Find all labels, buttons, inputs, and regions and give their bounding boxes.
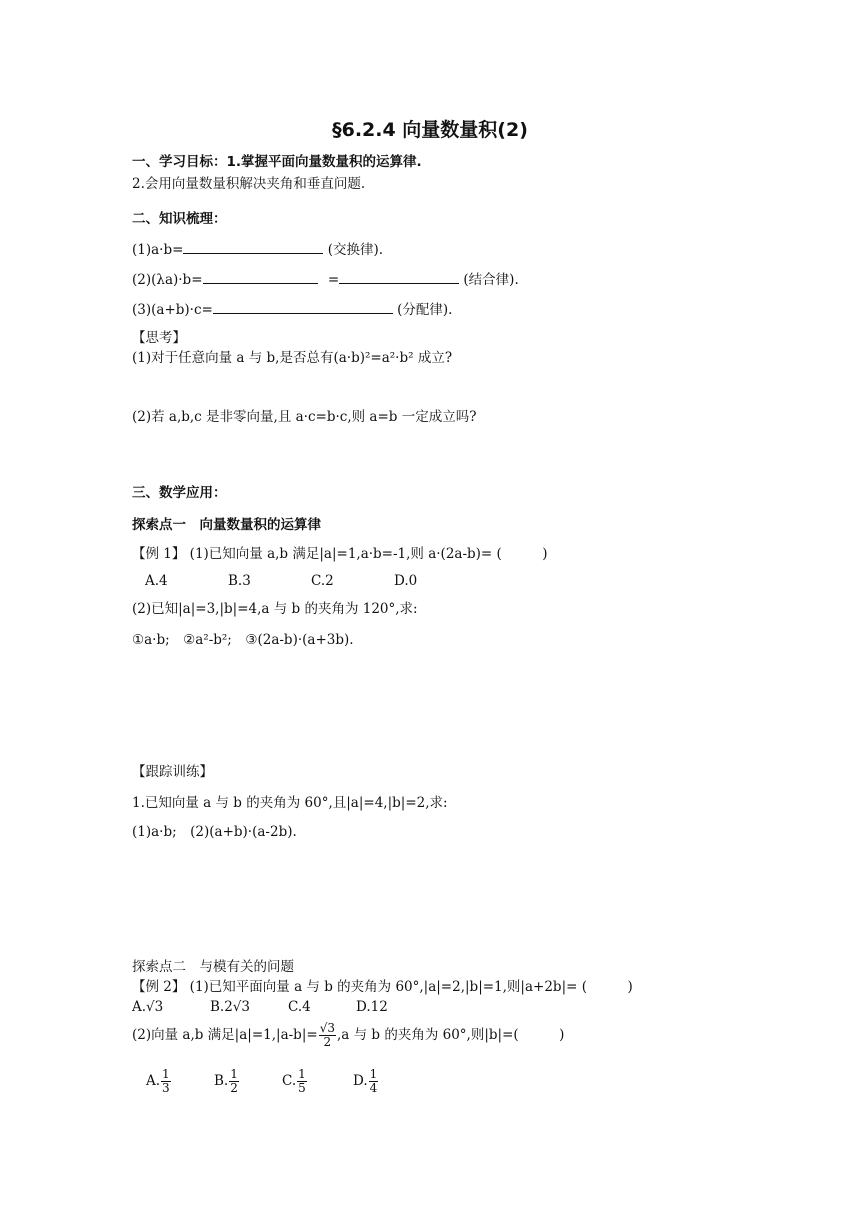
option-a[interactable]: A.4 xyxy=(145,573,168,589)
learning-objectives-2: 2.会用向量数量积解决夹角和垂直问题. xyxy=(132,176,366,192)
frac-option-a[interactable] xyxy=(146,1068,214,1095)
law2-mid: = xyxy=(327,272,340,288)
fraction-denominator: 2 xyxy=(323,1035,332,1049)
section-application: 三、数学应用： xyxy=(132,485,227,501)
example-1-options xyxy=(145,572,417,590)
example-1-question: 【例 1】 (1)已知向量 a,b 满足|a|=1,a·b=-1,则 a·(2a-b)= ( ) xyxy=(132,546,548,562)
blank-3[interactable] xyxy=(339,271,459,284)
tracking-subparts: (1)a·b; (2)(a+b)·(a-2b). xyxy=(132,824,297,840)
frac-option-b[interactable] xyxy=(214,1068,282,1095)
example-2-options xyxy=(132,998,388,1016)
explore-point-1: 探索点一 向量数量积的运算律 xyxy=(132,517,321,533)
law1-suffix: (交换律). xyxy=(323,242,384,258)
law-commutative xyxy=(132,241,383,259)
frac-option-d[interactable] xyxy=(353,1067,379,1095)
law-associative xyxy=(132,271,519,289)
blank-1[interactable] xyxy=(183,241,323,254)
tracking-label: 【跟踪训练】 xyxy=(132,764,213,780)
law1-prefix: (1)a·b= xyxy=(132,242,184,258)
example-2-question: 【例 2】 (1)已知平面向量 a 与 b 的夹角为 60°,|a|=2,|b|=1,则|a+2b|= ( ) xyxy=(132,979,633,995)
fraction-denominator: 3 xyxy=(162,1081,170,1095)
option-d[interactable]: D.12 xyxy=(356,999,388,1015)
blank-4[interactable] xyxy=(213,301,393,314)
fraction-denominator: 2 xyxy=(230,1081,238,1095)
option-letter: B. xyxy=(214,1073,229,1089)
fraction-denominator: 5 xyxy=(298,1081,306,1095)
fraction-numerator: 1 xyxy=(369,1067,378,1081)
law2-suffix: (结合律). xyxy=(459,272,519,288)
ex2-q2-pre: (2)向量 a,b 满足|a|=1,|a-b|= xyxy=(132,1027,318,1043)
example-2-part2 xyxy=(132,1022,564,1049)
tracking-question: 1.已知向量 a 与 b 的夹角为 60°,且|a|=4,|b|=2,求: xyxy=(132,795,448,811)
think-label: 【思考】 xyxy=(132,330,186,346)
option-b[interactable]: B.2√3 xyxy=(210,999,250,1015)
fraction-numerator: 1 xyxy=(298,1067,306,1081)
option-letter: D. xyxy=(353,1073,368,1089)
page-title: §6.2.4 向量数量积(2) xyxy=(332,119,528,141)
example-1-part2: (2)已知|a|=3,|b|=4,a 与 b 的夹角为 120°,求: xyxy=(132,601,418,617)
example-2-fraction-options xyxy=(146,1068,379,1095)
law2-prefix: (2)(λa)·b= xyxy=(132,272,203,288)
option-a[interactable]: A.√3 xyxy=(132,999,164,1015)
section-knowledge: 二、知识梳理： xyxy=(132,211,227,227)
think-question-2: (2)若 a,b,c 是非零向量,且 a·c=b·c,则 a=b 一定成立吗? xyxy=(132,409,477,425)
blank-2[interactable] xyxy=(203,271,318,284)
fraction-numerator: √3 xyxy=(319,1021,335,1035)
fraction-numerator: 1 xyxy=(162,1067,170,1081)
fraction-numerator: 1 xyxy=(230,1067,238,1081)
option-b[interactable]: B.3 xyxy=(228,573,251,589)
law3-suffix: (分配律). xyxy=(392,302,453,318)
explore-point-2: 探索点二 与模有关的问题 xyxy=(132,959,294,975)
fraction-sqrt3-over-2 xyxy=(319,1022,336,1049)
option-letter: C. xyxy=(282,1073,297,1089)
fraction-denominator: 4 xyxy=(369,1081,378,1095)
option-c[interactable]: C.4 xyxy=(288,999,311,1015)
ex2-q2-post: ,a 与 b 的夹角为 60°,则|b|=( ) xyxy=(336,1027,565,1043)
law-distributive xyxy=(132,301,452,319)
option-d[interactable]: D.0 xyxy=(394,573,418,589)
example-1-subparts: ①a·b; ②a²-b²; ③(2a-b)·(a+3b). xyxy=(132,632,354,648)
think-question-1: (1)对于任意向量 a 与 b,是否总有(a·b)²=a²·b² 成立? xyxy=(132,350,453,366)
law3-prefix: (3)(a+b)·c= xyxy=(132,302,213,318)
option-letter: A. xyxy=(146,1073,161,1089)
option-c[interactable]: C.2 xyxy=(311,573,334,589)
frac-option-c[interactable] xyxy=(282,1068,353,1095)
learning-objectives-1: 一、学习目标：1.掌握平面向量数量积的运算律. xyxy=(132,154,422,170)
